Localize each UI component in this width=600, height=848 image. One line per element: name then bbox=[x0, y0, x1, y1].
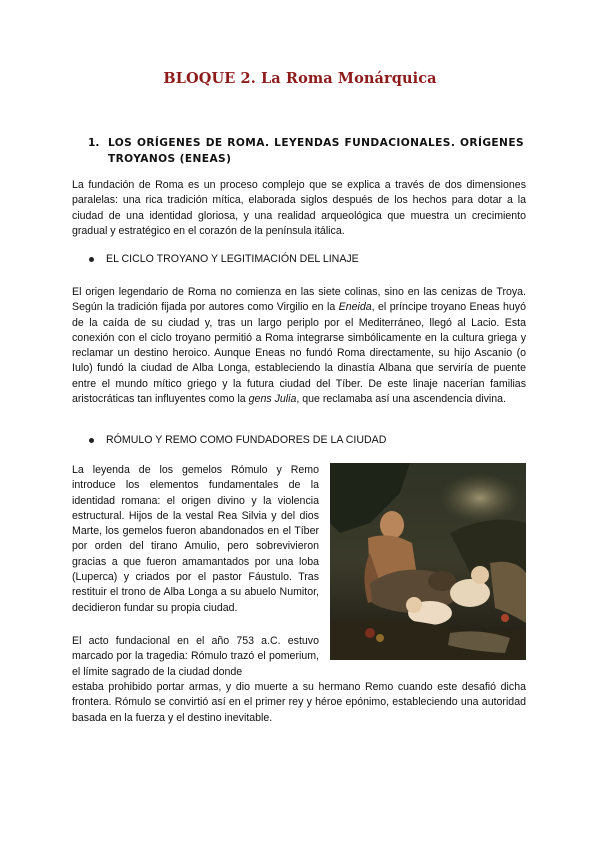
bullet-heading-romulo-remo bbox=[89, 433, 386, 447]
paragraph-acto-fundacional-start: El acto fundacional en el año 753 a.C. estuvo marcado por la tragedia: Rómulo trazó el pomerium, el límite sagrado de la ciudad donde bbox=[72, 635, 319, 678]
section-number: 1. bbox=[88, 137, 100, 149]
document-title: BLOQUE 2. La Roma Monárquica bbox=[163, 70, 437, 87]
bullet-icon bbox=[89, 257, 94, 262]
italic-eneida: Eneida bbox=[338, 301, 372, 314]
intro-paragraph: La fundación de Roma es un proceso complejo que se explica a través de dos dimensiones paralelas: una rica tradición mítica, elaborada siglos después de los hechos para dotar a la ciudad de una identidad gloriosa, y una realidad arqueológica que muestra un crecimiento gradual y estratégico en el corazón de la península itálica. bbox=[72, 179, 526, 237]
paragraph-leyenda-gemelos: La leyenda de los gemelos Rómulo y Remo introduce los elementos fundamentales de la identidad romana: el origen divino y la violencia estructural. Hijos de la vestal Rea Silvia y del dios Marte, los gemelos fueron abandonados en el Tíber por orden del tirano Amulio, pero sobrevivieron gracias a que fueron amamantados por una loba (Luperca) y criados por el pastor Fáustulo. Tras restituir el trono de Alba Longa a su abuelo Numitor, decidieron fundar su propia ciudad. bbox=[72, 464, 319, 614]
paragraph-ciclo-troyano bbox=[72, 285, 526, 407]
italic-gens-julia: gens Julia bbox=[248, 393, 297, 406]
bullet-icon bbox=[89, 438, 94, 443]
section-heading-text: LOS ORÍGENES DE ROMA. LEYENDAS FUNDACIONALES. ORÍGENES TROYANOS (ENEAS) bbox=[108, 137, 524, 165]
paragraph-acto-fundacional-end: estaba prohibido portar armas, y dio muerte a su hermano Remo cuando este desafió dicha frontera. Rómulo se convirtió así en el primer rey y héroe epónimo, estableciendo una autoridad basada en la fuerza y el destino inevitable. bbox=[72, 681, 526, 724]
paragraph-text: , que reclamaba así una ascendencia divina. bbox=[296, 393, 507, 406]
paragraph-text: , el príncipe troyano Eneas huyó de la caída de su ciudad y, tras un largo periplo por el Mediterráneo, llegó al Lacio. Esta conexión con el ciclo troyano permitió a Roma integrarse simbólicamente en la cultura griega y reclamar un destino heroico. Aunque Eneas no fundó Roma directamente, su hijo Ascanio (o Iulo) fundó la ciudad de Alba Longa, estableciendo la dinastía Albana que serviría de puente entre el mundo mítico griego y la futura ciudad del Tíber. De este linaje nacerían familias aristocráticas tan influyentes como la bbox=[72, 301, 526, 406]
painting-image bbox=[330, 463, 526, 660]
bullet-heading-troyano bbox=[89, 252, 359, 266]
bullet-heading-text: RÓMULO Y REMO COMO FUNDADORES DE LA CIUDAD bbox=[106, 434, 387, 446]
section-heading bbox=[88, 135, 524, 167]
bullet-heading-text: EL CICLO TROYANO Y LEGITIMACIÓN DEL LINAJE bbox=[106, 253, 359, 265]
romulus-remus-painting bbox=[330, 463, 526, 660]
paragraph-text: El origen legendario de Roma no comienza en las siete colinas, sino en las cenizas de Troya. Según la tradición fijada por autores como Virgilio en la bbox=[72, 286, 526, 314]
